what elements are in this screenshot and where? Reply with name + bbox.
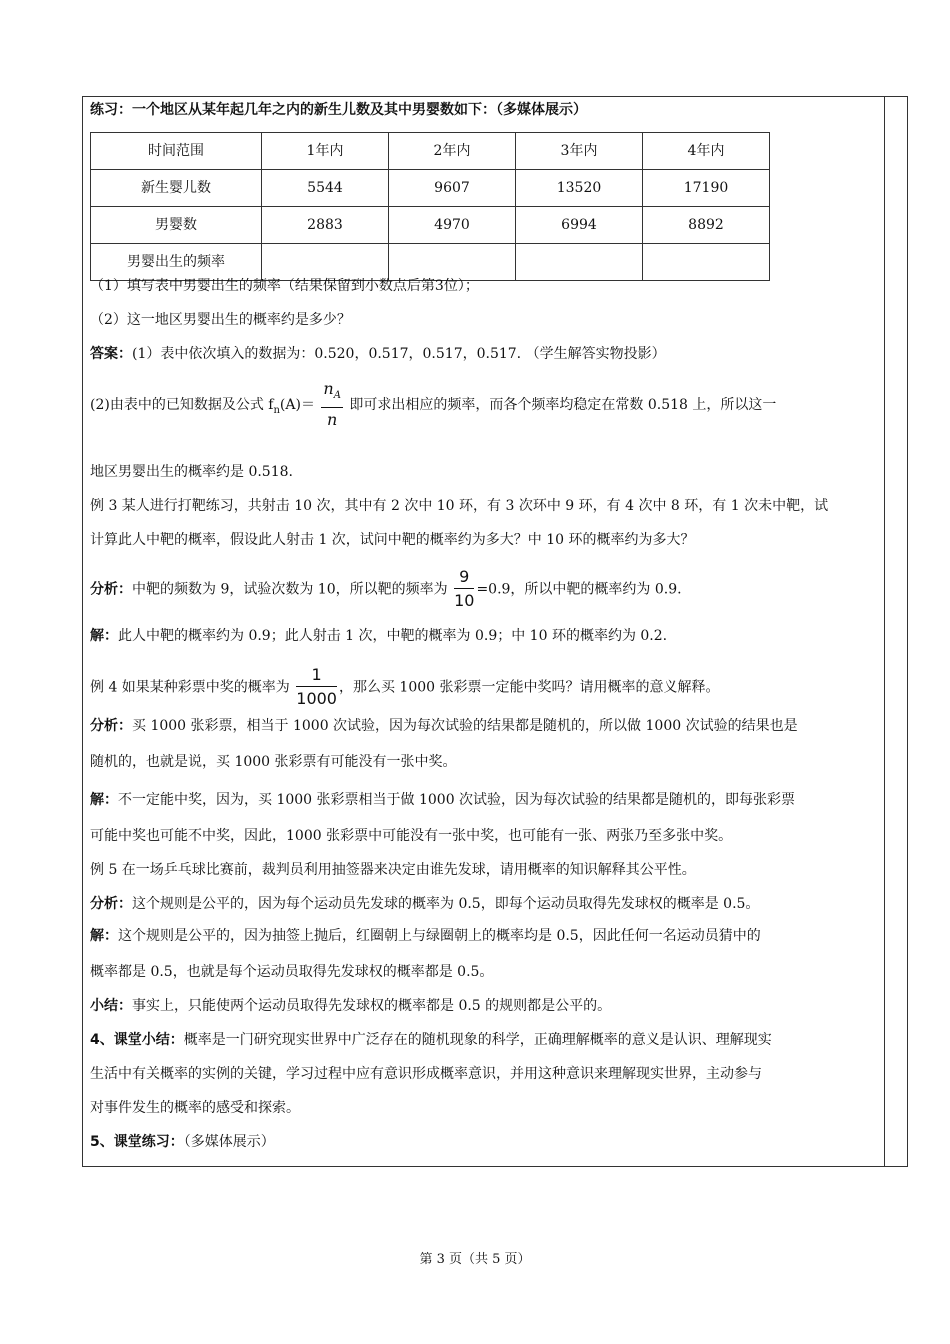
- table-cell: 男婴数: [91, 207, 262, 244]
- example-4-solution-1: [90, 790, 795, 810]
- fraction-numerator: 9: [454, 566, 474, 589]
- analysis-text-post: =0.9，所以中靶的概率约为 0.9.: [476, 581, 682, 598]
- solution-label: 解：: [90, 928, 118, 944]
- summary: [90, 996, 611, 1016]
- formula-numerator-sub: A: [333, 390, 341, 402]
- example-4-solution-2: 可能中奖也可能不中奖，因此，1000 张彩票中可能没有一张中奖，也可能有一张、两张乃至多张中奖。: [90, 828, 733, 844]
- frequency-formula: [321, 378, 343, 432]
- table-cell: 4年内: [643, 133, 770, 170]
- table-cell: 2883: [262, 207, 389, 244]
- fraction-denominator: 10: [454, 591, 475, 610]
- table-cell: 4970: [389, 207, 516, 244]
- analysis-text: 这个规则是公平的，因为每个运动员先发球的概率为 0.5，即每个运动员取得先发球权的概率是 0.5。: [132, 896, 760, 912]
- fraction-denominator: 1000: [296, 689, 337, 708]
- example-5-solution-2: 概率都是 0.5，也就是每个运动员取得先发球权的概率都是 0.5。: [90, 964, 494, 980]
- column-divider: [884, 96, 885, 1167]
- class-summary-1: [90, 1030, 772, 1050]
- solution-text: 此人中靶的概率约为 0.9；此人射击 1 次，中靶的概率为 0.9；中 10 环的概率约为 0.2.: [118, 628, 668, 644]
- example-5-solution-1: [90, 926, 761, 946]
- example-4-pre: 例 4 如果某种彩票中奖的概率为: [90, 679, 290, 696]
- table-row: [91, 207, 770, 244]
- question-1: （1）填写表中男婴出生的频率（结果保留到小数点后第3位）；: [90, 278, 479, 294]
- example-4-post: ，那么买 1000 张彩票一定能中奖吗？请用概率的意义解释。: [338, 679, 720, 696]
- fraction-numerator: 1: [296, 664, 337, 687]
- solution-text: 不一定能中奖，因为，买 1000 张彩票相当于做 1000 次试验，因为每次试验的结果都是随机的，即每张彩票: [118, 792, 796, 808]
- table-cell: 新生婴儿数: [91, 170, 262, 207]
- answer-2-sub: n: [273, 404, 280, 416]
- formula-denominator: n: [327, 410, 338, 430]
- table-cell: 6994: [516, 207, 643, 244]
- answer-2-post: 即可求出相应的频率，而各个频率均稳定在常数 0.518 上，所以这一: [349, 397, 777, 414]
- table-cell: 2年内: [389, 133, 516, 170]
- answer-1-text: (1）表中依次填入的数据为：0.520，0.517，0.517，0.517. （学生解答实物投影）: [132, 346, 666, 362]
- class-summary-label: 4、课堂小结：: [90, 1032, 184, 1048]
- example-4: [90, 664, 720, 711]
- analysis-text: 买 1000 张彩票，相当于 1000 次试验，因为每次试验的结果都是随机的，所以做 1000 次试验的结果也是: [132, 718, 798, 734]
- solution-label: 解：: [90, 628, 118, 644]
- table-row: [91, 244, 770, 281]
- class-summary-text: 概率是一门研究现实世界中广泛存在的随机现象的科学，正确理解概率的意义是认识、理解现实: [183, 1032, 772, 1048]
- table-cell: [516, 244, 643, 281]
- practice-label: 5、课堂练习：: [90, 1134, 184, 1150]
- example-3-line-1: 例 3 某人进行打靶练习，共射击 10 次，其中有 2 次中 10 环，有 3 次环中 9 环，有 4 次中 8 环，有 1 次未中靶，试: [90, 498, 829, 514]
- exercise-title: 练习：一个地区从某年起几年之内的新生儿数及其中男婴数如下：（多媒体展示）: [90, 102, 587, 118]
- table-cell: 5544: [262, 170, 389, 207]
- table-cell: 时间范围: [91, 133, 262, 170]
- class-summary-2: 生活中有关概率的实例的关键，学习过程中应有意识形成概率意识，并用这种意识来理解现实世界，主动参与: [90, 1066, 762, 1082]
- example-3-analysis: [90, 566, 682, 613]
- practice-text: （多媒体展示）: [183, 1134, 275, 1150]
- summary-label: 小结：: [90, 998, 132, 1014]
- example-5: 例 5 在一场乒乓球比赛前，裁判员利用抽签器来决定由谁先发球，请用概率的知识解释其公平性。: [90, 862, 696, 878]
- example-3-line-2: 计算此人中靶的概率，假设此人射击 1 次，试问中靶的概率约为多大？中 10 环的概率约为多大？: [90, 532, 695, 548]
- table-cell: [262, 244, 389, 281]
- summary-text: 事实上，只能使两个运动员取得先发球权的概率都是 0.5 的规则都是公平的。: [132, 998, 612, 1014]
- table-cell: 1年内: [262, 133, 389, 170]
- answer-2-mid: (A)＝: [279, 397, 315, 414]
- table-cell: 9607: [389, 170, 516, 207]
- table-row: [91, 170, 770, 207]
- solution-text: 这个规则是公平的，因为抽签上抛后，红圈朝上与绿圈朝上的概率均是 0.5，因此任何一名运动员猜中的: [118, 928, 761, 944]
- example-4-analysis-2: 随机的，也就是说，买 1000 张彩票有可能没有一张中奖。: [90, 754, 457, 770]
- formula-numerator: n: [323, 379, 334, 398]
- answer-label: 答案：: [90, 346, 132, 362]
- analysis-text: 中靶的频数为 9，试验次数为 10，所以靶的频率为: [132, 581, 448, 598]
- class-practice: [90, 1132, 275, 1152]
- example-5-analysis: [90, 894, 759, 914]
- table-cell: 男婴出生的频率: [91, 244, 262, 281]
- analysis-label: 分析：: [90, 896, 132, 912]
- table-cell: 8892: [643, 207, 770, 244]
- answer-2: [90, 378, 776, 432]
- example-3-solution: [90, 626, 667, 646]
- class-summary-3: 对事件发生的概率的感受和探索。: [90, 1100, 300, 1116]
- birth-table: [90, 132, 770, 281]
- fraction-9-10: [454, 566, 474, 613]
- table-header-row: [91, 133, 770, 170]
- table-cell: 17190: [643, 170, 770, 207]
- answer-1: [90, 344, 666, 364]
- page-footer: 第 3 页（共 5 页）: [419, 1252, 531, 1267]
- answer-2-cont: 地区男婴出生的概率约是 0.518.: [90, 464, 293, 480]
- fraction-1-1000: [296, 664, 337, 711]
- table-cell: [389, 244, 516, 281]
- question-2: （2）这一地区男婴出生的概率约是多少？: [90, 312, 351, 328]
- table-cell: [643, 244, 770, 281]
- example-4-analysis-1: [90, 716, 798, 736]
- answer-2-pre: (2)由表中的已知数据及公式 f: [90, 397, 274, 414]
- analysis-label: 分析：: [90, 581, 132, 598]
- table-cell: 13520: [516, 170, 643, 207]
- solution-label: 解：: [90, 792, 118, 808]
- analysis-label: 分析：: [90, 718, 132, 734]
- table-cell: 3年内: [516, 133, 643, 170]
